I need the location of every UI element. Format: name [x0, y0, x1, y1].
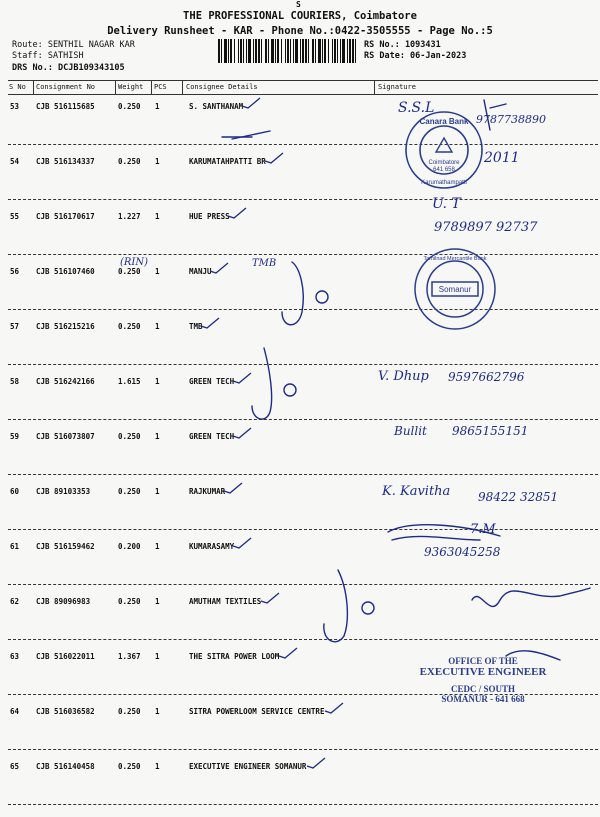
- tick-mark: [240, 96, 262, 110]
- office-stamp-line: EXECUTIVE ENGINEER: [419, 666, 547, 678]
- row-pcs: 1: [155, 267, 160, 276]
- handwriting-phone: 9789897 92737: [434, 220, 538, 235]
- row-weight: 0.250: [118, 707, 141, 716]
- row-divider: [8, 584, 598, 585]
- row-weight: 1.227: [118, 212, 141, 221]
- tick-mark: [199, 316, 221, 330]
- row-divider: [8, 804, 598, 805]
- row-pcs: 1: [155, 597, 160, 606]
- row-consignment: CJB 516170617: [36, 212, 95, 221]
- row-consignment: CJB 516242166: [36, 377, 95, 386]
- row-consignment: CJB 516140458: [36, 762, 95, 771]
- tick-mark: [323, 701, 345, 715]
- row-consignee: THE SITRA POWER LOOM: [189, 652, 280, 661]
- row-weight: 0.250: [118, 487, 141, 496]
- col-sno: S No: [9, 83, 26, 91]
- row-divider: [8, 529, 598, 530]
- row-consignment: CJB 516159462: [36, 542, 95, 551]
- row-weight: 0.250: [118, 157, 141, 166]
- row-pcs: 1: [155, 487, 160, 496]
- row-divider: [8, 309, 598, 310]
- tick-mark: [259, 591, 281, 605]
- row-consignee: MANJU: [189, 267, 212, 276]
- office-stamp-line: OFFICE OF THE: [448, 656, 518, 666]
- svg-text:641 658: 641 658: [433, 167, 455, 173]
- row-weight: 0.250: [118, 432, 141, 441]
- handwriting-note: (RIN): [120, 257, 149, 268]
- row-sno: 61: [10, 542, 20, 551]
- row-sno: 58: [10, 377, 20, 386]
- col-signature: Signature: [378, 83, 416, 91]
- row-consignee: EXECUTIVE ENGINEER SOMANUR: [189, 762, 307, 771]
- row-pcs: 1: [155, 707, 160, 716]
- row-sno: 55: [10, 212, 20, 221]
- row-divider: [8, 419, 598, 420]
- row-sno: 63: [10, 652, 20, 661]
- handwriting-phone: 9787738890: [476, 113, 546, 126]
- row-weight: 0.250: [118, 322, 141, 331]
- route-label: Route: SENTHIL NAGAR KAR: [12, 40, 135, 50]
- tick-mark: [263, 151, 285, 165]
- handwriting-name: K. Kavitha: [382, 484, 451, 499]
- row-sno: 56: [10, 267, 20, 276]
- row-consignment: CJB 516115685: [36, 102, 95, 111]
- row-divider: [8, 639, 598, 640]
- handwriting-phone: 9597662796: [448, 370, 525, 384]
- row-divider: [8, 474, 598, 475]
- handwriting-initials: S.S.L: [398, 100, 435, 116]
- row-pcs: 1: [155, 432, 160, 441]
- handwriting-note: 7.M: [470, 522, 496, 537]
- table-row: [8, 707, 598, 762]
- row-sno: 60: [10, 487, 20, 496]
- svg-text:Somanur: Somanur: [438, 285, 472, 294]
- row-consignee: GREEN TECH: [189, 432, 235, 441]
- rs-number: RS No.: 1093431: [364, 40, 441, 50]
- handwriting-signature: Bullit: [394, 424, 427, 438]
- row-weight: 0.250: [118, 762, 141, 771]
- row-weight: 0.250: [118, 267, 141, 276]
- row-consignee: GREEN TECH: [189, 377, 235, 386]
- row-sno: 64: [10, 707, 20, 716]
- col-consignee: Consignee Details: [186, 83, 258, 91]
- row-consignee: S. SANTHANAM: [189, 102, 244, 111]
- handwriting-initials: U. T: [432, 196, 461, 212]
- staff-label: Staff: SATHISH: [12, 51, 84, 61]
- row-consignment: CJB 516022011: [36, 652, 95, 661]
- row-pcs: 1: [155, 102, 160, 111]
- handwriting-signature: V. Dhup: [378, 369, 429, 384]
- row-pcs: 1: [155, 322, 160, 331]
- row-pcs: 1: [155, 157, 160, 166]
- col-weight: Weight: [118, 83, 144, 91]
- tick-mark: [226, 206, 248, 220]
- row-sno: 54: [10, 157, 20, 166]
- table-row: [8, 542, 598, 597]
- barcode-image: [218, 39, 356, 63]
- svg-text:Karumathampatti: Karumathampatti: [421, 180, 467, 186]
- row-pcs: 1: [155, 377, 160, 386]
- table-row: [8, 597, 598, 652]
- row-weight: 0.250: [118, 597, 141, 606]
- row-pcs: 1: [155, 212, 160, 221]
- row-consignee: TMB: [189, 322, 203, 331]
- row-consignment: CJB 89103353: [36, 487, 91, 496]
- bank-stamp: [402, 108, 486, 192]
- row-divider: [8, 144, 598, 145]
- mercantile-stamp: [412, 246, 498, 332]
- tick-mark: [208, 261, 230, 275]
- svg-text:Coimbatore: Coimbatore: [428, 160, 460, 166]
- row-pcs: 1: [155, 652, 160, 661]
- col-pcs: PCS: [154, 83, 167, 91]
- table-row: [8, 762, 598, 817]
- corner-mark: S: [296, 0, 301, 9]
- row-consignee: SITRA POWERLOOM SERVICE CENTRE: [189, 707, 325, 716]
- tick-mark: [305, 756, 327, 770]
- row-divider: [8, 749, 598, 750]
- table-row: [8, 267, 598, 322]
- table-row: [8, 432, 598, 487]
- row-sno: 57: [10, 322, 20, 331]
- handwriting-signature: 2011: [484, 150, 520, 166]
- table-row: [8, 322, 598, 377]
- row-divider: [8, 254, 598, 255]
- tick-mark: [231, 426, 253, 440]
- row-weight: 0.200: [118, 542, 141, 551]
- row-weight: 1.367: [118, 652, 141, 661]
- handwriting-note: TMB: [252, 258, 277, 269]
- company-title: THE PROFESSIONAL COURIERS, Coimbatore: [183, 10, 417, 22]
- row-consignee: RAJKUMAR: [189, 487, 226, 496]
- row-consignment: CJB 516134337: [36, 157, 95, 166]
- handwriting-phone: 98422 32851: [478, 490, 559, 504]
- svg-text:Tamilnad Mercantile Bank: Tamilnad Mercantile Bank: [423, 256, 487, 262]
- tick-mark: [231, 371, 253, 385]
- office-stamp: [408, 656, 558, 704]
- office-stamp-line: CEDC / SOUTH: [450, 684, 515, 694]
- runsheet-title: Delivery Runsheet - KAR - Phone No.:0422-3505555 - Page No.:5: [107, 25, 493, 37]
- row-sno: 62: [10, 597, 20, 606]
- row-divider: [8, 199, 598, 200]
- row-consignee: KARUMATAHPATTI BR: [189, 157, 266, 166]
- tick-mark: [277, 646, 299, 660]
- row-weight: 0.250: [118, 102, 141, 111]
- handwriting-phone: 9363045258: [424, 545, 501, 559]
- row-consignment: CJB 89096983: [36, 597, 91, 606]
- row-sno: 65: [10, 762, 20, 771]
- row-consignment: CJB 516036582: [36, 707, 95, 716]
- col-consignment: Consignment No: [36, 83, 96, 91]
- row-consignee: KUMARASAMY: [189, 542, 235, 551]
- tick-mark: [231, 536, 253, 550]
- row-divider: [8, 364, 598, 365]
- rs-date: RS Date: 06-Jan-2023: [364, 51, 467, 61]
- row-pcs: 1: [155, 542, 160, 551]
- row-sno: 53: [10, 102, 20, 111]
- drs-number: DRS No.: DCJB109343105: [12, 63, 125, 73]
- office-stamp-line: SOMANUR - 641 668: [441, 694, 525, 704]
- handwriting-phone: 9865155151: [452, 424, 529, 438]
- row-consignment: CJB 516073807: [36, 432, 95, 441]
- row-pcs: 1: [155, 762, 160, 771]
- row-consignee: AMUTHAM TEXTILES: [189, 597, 262, 606]
- svg-text:Canara Bank: Canara Bank: [419, 117, 469, 126]
- row-consignee: HUE PRESS: [189, 212, 230, 221]
- row-sno: 59: [10, 432, 20, 441]
- table-row: [8, 102, 598, 157]
- row-consignment: CJB 516215216: [36, 322, 95, 331]
- row-consignment: CJB 516107460: [36, 267, 95, 276]
- row-weight: 1.615: [118, 377, 141, 386]
- tick-mark: [222, 481, 244, 495]
